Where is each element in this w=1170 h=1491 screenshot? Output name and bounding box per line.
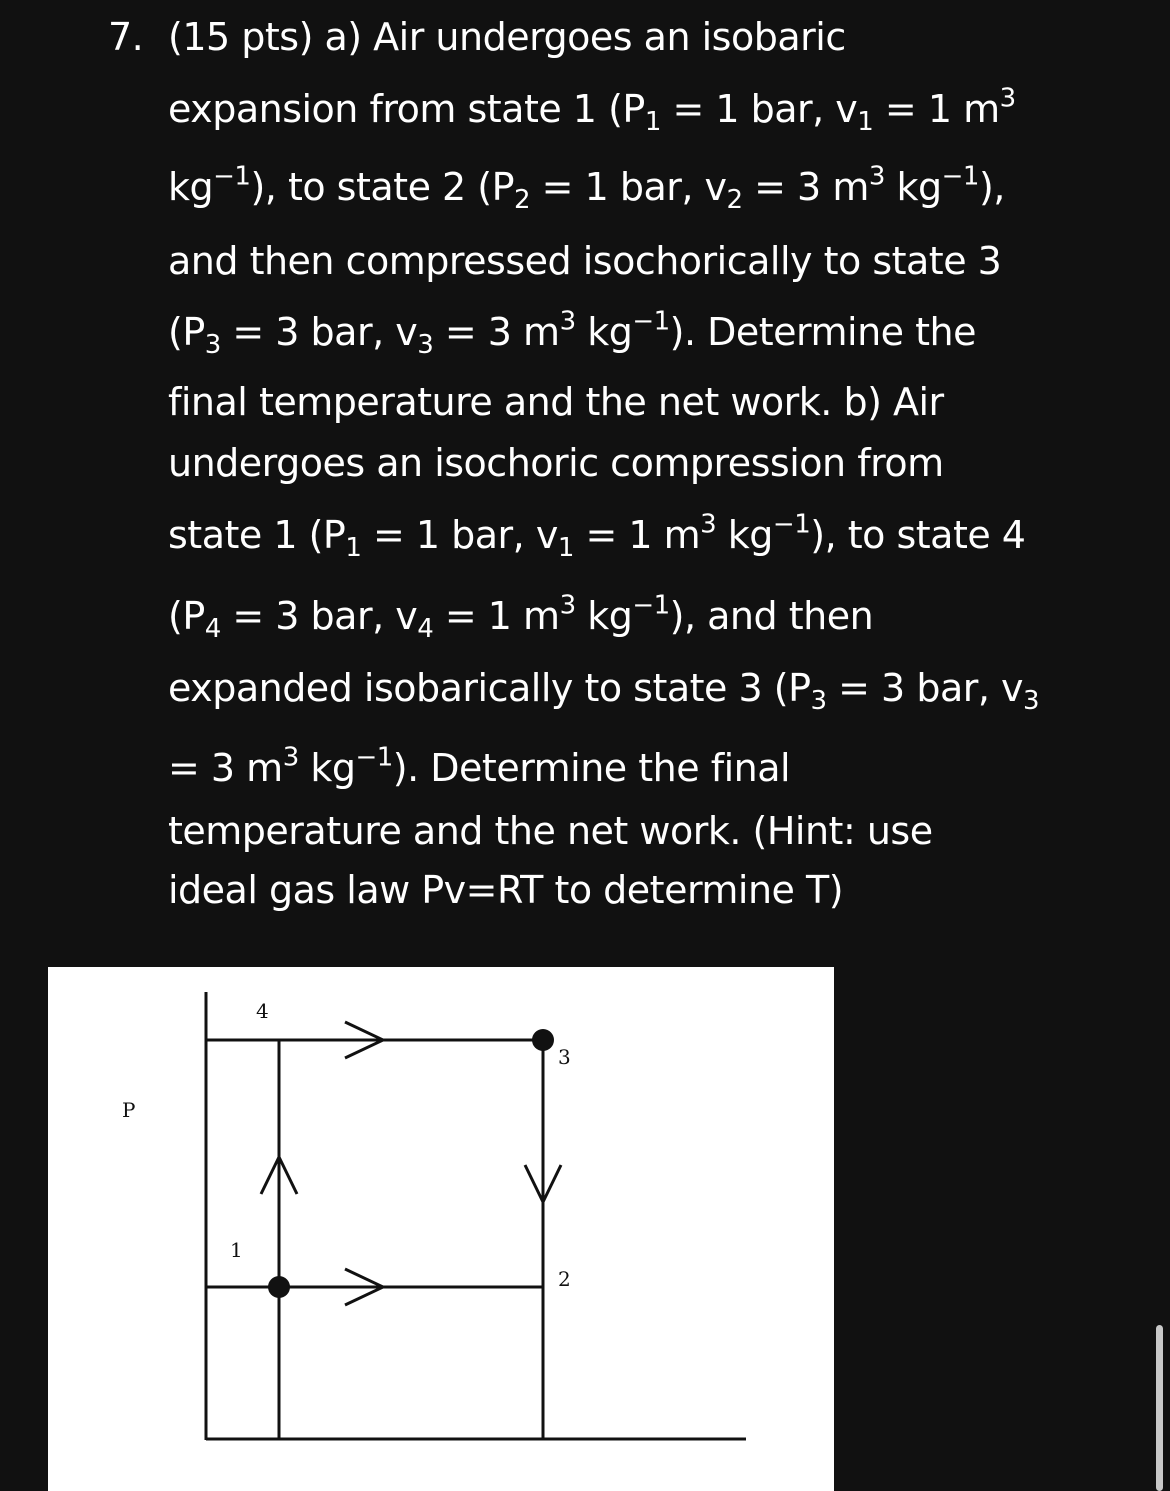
axis-label-p: P <box>122 1098 136 1122</box>
scrollbar[interactable] <box>1156 1325 1163 1491</box>
question-line-4: and then compressed isochorically to state 3 <box>168 239 1002 283</box>
question-number: 7. <box>108 15 144 59</box>
question-line-2: expansion from state 1 ($P_1 = 1$ bar, $v_1 = 1$ $m^3$ <box>168 83 1016 137</box>
state-point-1 <box>268 1276 290 1298</box>
question-line-1: (15 pts) a) Air undergoes an isobaric <box>168 15 846 59</box>
state-label-4: 4 <box>256 999 269 1023</box>
question-line-7: undergoes an isochoric compression from <box>168 441 944 485</box>
pv-diagram <box>48 967 834 1491</box>
question-line-13: ideal gas law Pv=RT to determine T) <box>168 868 844 912</box>
state-label-1: 1 <box>230 1238 243 1262</box>
question-line-9: ($P_4 = 3$ bar, $v_4 = 1$ $m^3$ $kg^{-1}$), and then <box>168 590 874 644</box>
question-line-12: temperature and the net work. (Hint: use <box>168 809 933 853</box>
question-line-3: $kg^{-1}$), to state 2 ($P_2 = 1$ bar, $v_2 = 3$ $m^3$ $kg^{-1}$), <box>168 161 1005 215</box>
question-line-10: expanded isobarically to state 3 ($P_3 = 3$ bar, $v_3$ <box>168 666 1040 716</box>
question-line-6: final temperature and the net work. b) Air <box>168 380 944 424</box>
state-label-3: 3 <box>558 1045 571 1069</box>
state-label-2: 2 <box>558 1267 571 1291</box>
question-line-8: state 1 ($P_1 = 1$ bar, $v_1 = 1$ $m^3$ $kg^{-1}$), to state 4 <box>168 509 1026 563</box>
state-point-3 <box>532 1029 554 1051</box>
question-line-5: ($P_3 = 3$ bar, $v_3 = 3$ $m^3$ $kg^{-1}$). Determine the <box>168 306 976 360</box>
question-line-11: = 3 $m^3$ $kg^{-1}$). Determine the final <box>168 742 791 790</box>
